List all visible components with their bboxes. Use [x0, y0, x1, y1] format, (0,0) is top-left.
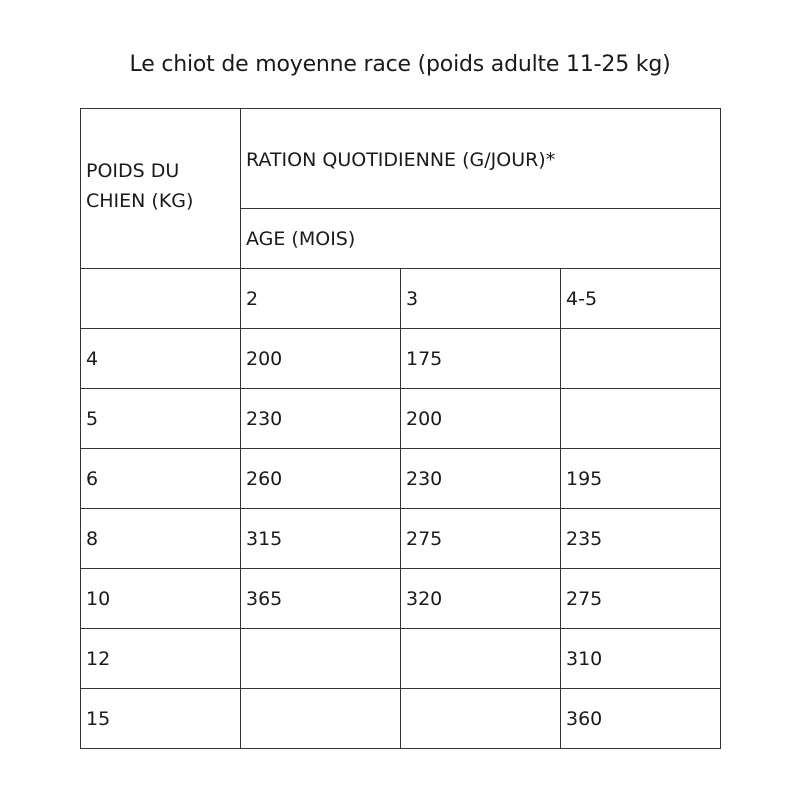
weight-cell: 12 [81, 629, 241, 689]
age-column-header: 3 [401, 269, 561, 329]
feeding-table [80, 108, 721, 749]
ration-header: RATION QUOTIDIENNE (G/JOUR)* [246, 148, 556, 171]
ration-cell: 235 [561, 509, 721, 569]
empty-cell [81, 269, 241, 329]
ration-cell [401, 629, 561, 689]
ration-cell: 230 [401, 449, 561, 509]
ration-cell [241, 689, 401, 749]
table-row [81, 509, 721, 569]
ration-header-cell [241, 109, 721, 209]
ration-cell [561, 389, 721, 449]
weight-header-cell [81, 109, 241, 269]
weight-cell: 15 [81, 689, 241, 749]
age-header: AGE (MOIS) [241, 209, 721, 269]
table-row [81, 629, 721, 689]
ration-cell: 230 [241, 389, 401, 449]
ration-cell [401, 689, 561, 749]
page-title: Le chiot de moyenne race (poids adulte 11-25 kg) [129, 52, 671, 77]
age-column-header: 4-5 [561, 269, 721, 329]
table-row [81, 569, 721, 629]
weight-cell: 4 [81, 329, 241, 389]
ration-cell: 200 [401, 389, 561, 449]
weight-cell: 5 [81, 389, 241, 449]
weight-cell: 10 [81, 569, 241, 629]
ration-cell: 360 [561, 689, 721, 749]
age-columns-row [81, 269, 721, 329]
table-row [81, 689, 721, 749]
table-row [81, 389, 721, 449]
ration-cell: 365 [241, 569, 401, 629]
weight-cell: 6 [81, 449, 241, 509]
ration-cell: 260 [241, 449, 401, 509]
ration-cell: 275 [561, 569, 721, 629]
ration-cell: 195 [561, 449, 721, 509]
ration-cell: 310 [561, 629, 721, 689]
ration-cell [241, 629, 401, 689]
ration-cell: 315 [241, 509, 401, 569]
table-row [81, 449, 721, 509]
table-row [81, 329, 721, 389]
ration-cell: 175 [401, 329, 561, 389]
age-column-header: 2 [241, 269, 401, 329]
ration-cell: 275 [401, 509, 561, 569]
weight-cell: 8 [81, 509, 241, 569]
ration-cell: 320 [401, 569, 561, 629]
weight-header: POIDS DU CHIEN (KG) [86, 159, 194, 212]
ration-cell: 200 [241, 329, 401, 389]
ration-cell [561, 329, 721, 389]
